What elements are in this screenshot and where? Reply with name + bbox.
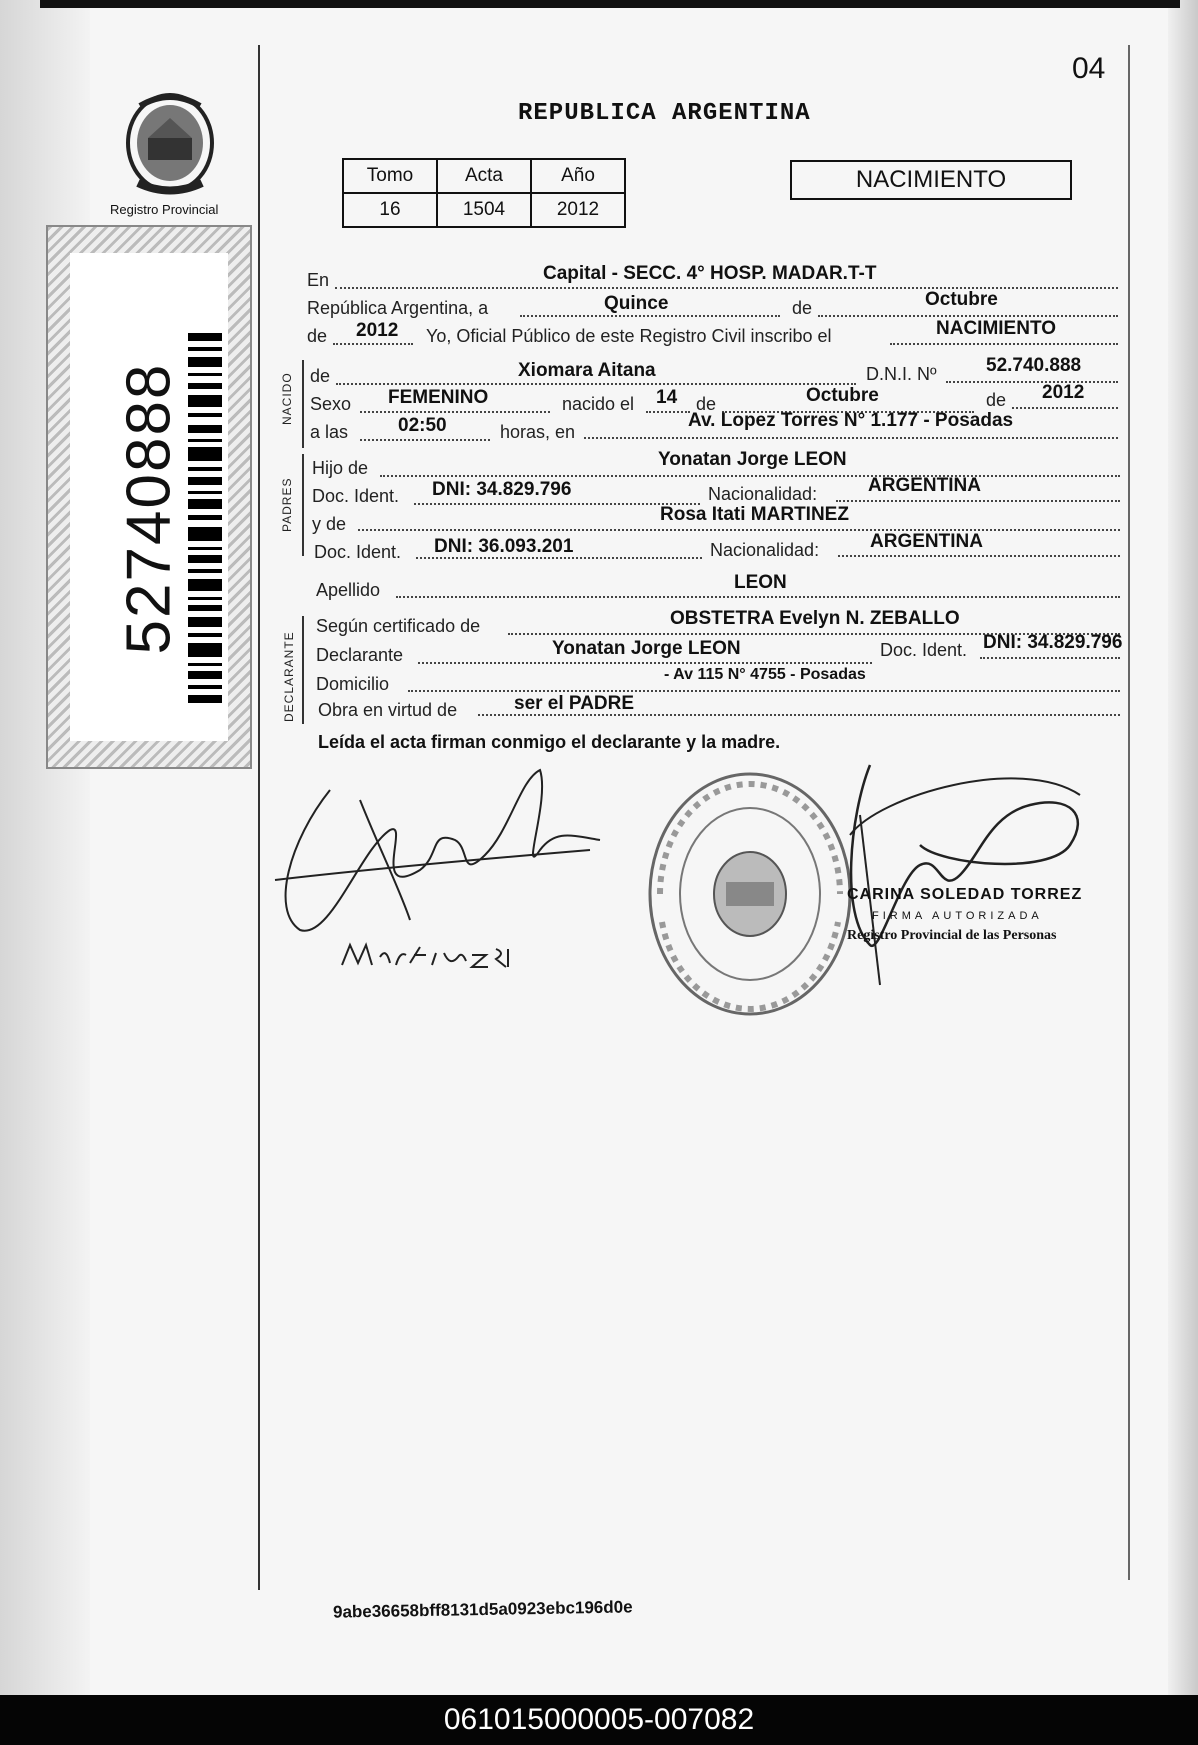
dotted-line (360, 411, 550, 413)
dni-label: D.N.I. Nº (866, 364, 937, 384)
de-label: de (310, 366, 331, 386)
right-margin-line (1128, 45, 1130, 1580)
header-anio: Año (531, 159, 625, 193)
yo-text: Yo, Oficial Público de este Registro Civil inscribo el (426, 326, 832, 346)
yde-label: y de (312, 514, 347, 534)
document-hash: 9abe36658bff8131d5a0923ebc196d0e (332, 1597, 633, 1622)
declarante-section-label: DECLARANTE (282, 631, 296, 722)
hijo-label: Hijo de (312, 458, 369, 478)
father-nationality: ARGENTINA (868, 475, 981, 496)
record-table-header (343, 159, 625, 193)
republica-label: República Argentina, a (307, 298, 489, 318)
declarante-label: Declarante (316, 645, 404, 665)
obra-label: Obra en virtud de (318, 700, 458, 720)
value-anio: 2012 (531, 193, 625, 227)
dotted-line (890, 343, 1118, 345)
mother-signature-icon (340, 935, 510, 975)
father-doc: DNI: 34.829.796 (432, 479, 572, 500)
footer-code: 061015000005-007082 (0, 1695, 1198, 1745)
declarante-doc: DNI: 34.829.796 (983, 632, 1123, 653)
declarante-bracket (302, 616, 304, 724)
nacionalidad-label: Nacionalidad: (710, 540, 820, 560)
act-type-box: NACIMIENTO (790, 160, 1072, 200)
year-value: 2012 (356, 320, 399, 341)
official-seal-icon (640, 762, 860, 1022)
birth-place: Av. Lopez Torres N° 1.177 - Posadas (688, 410, 1014, 431)
security-tag-inner (70, 253, 228, 741)
nacionalidad-label: Nacionalidad: (708, 484, 818, 504)
padres-section-label: PADRES (280, 477, 294, 532)
segun-label: Según certificado de (316, 616, 481, 636)
day-value: Quince (604, 293, 669, 314)
birth-day: 14 (656, 387, 678, 408)
birth-month: Octubre (806, 385, 879, 406)
mother-nationality: ARGENTINA (870, 531, 983, 552)
doc-label: Doc. Ident. (314, 542, 402, 562)
father-name: Yonatan Jorge LEON (658, 449, 847, 470)
dotted-line (333, 343, 413, 345)
value-tomo: 16 (343, 193, 437, 227)
inscribo-value: NACIMIENTO (936, 318, 1056, 339)
month-value: Octubre (925, 289, 998, 310)
record-table (342, 158, 626, 228)
segun-value: OBSTETRA Evelyn N. ZEBALLO (670, 608, 960, 629)
dotted-line (836, 500, 1120, 502)
newborn-name: Xiomara Aitana (518, 360, 656, 381)
apellido-value: LEON (734, 572, 787, 593)
page-number: 04 (1072, 52, 1106, 85)
sexo-value: FEMENINO (388, 387, 489, 408)
en-label: En (307, 270, 330, 290)
en-value: Capital - SECC. 4° HOSP. MADAR.T-T (543, 263, 877, 284)
birth-year: 2012 (1042, 382, 1085, 403)
dotted-line (335, 287, 1118, 289)
header-acta: Acta (437, 159, 531, 193)
margin-line (258, 45, 260, 1590)
top-edge (40, 0, 1180, 8)
barcode-icon (188, 333, 222, 703)
declarant-signature-icon (270, 760, 610, 940)
value-acta: 1504 (437, 193, 531, 227)
security-tag (46, 225, 252, 769)
official-registry: Registro Provincial de las Personas (847, 928, 1057, 943)
newborn-dni: 52.740.888 (986, 355, 1082, 376)
document-title: REPUBLICA ARGENTINA (518, 100, 811, 127)
declarante-value: Yonatan Jorge LEON (552, 638, 741, 659)
dotted-line (818, 315, 1118, 317)
de-year-label: de (307, 326, 328, 346)
dotted-line (358, 529, 1120, 531)
dotted-line (408, 690, 1120, 692)
official-role: FIRMA AUTORIZADA (872, 910, 1043, 922)
dotted-line (838, 555, 1120, 557)
doc-label: Doc. Ident. (880, 640, 968, 660)
nacido-section-label: NACIDO (280, 372, 294, 425)
record-table-values (343, 193, 625, 227)
dotted-line (980, 657, 1120, 659)
doc-label: Doc. Ident. (312, 486, 400, 506)
domicilio-value: - Av 115 N° 4755 - Posadas (664, 666, 866, 683)
tag-number: 52740888 (114, 362, 184, 655)
nacido-label: nacido el (562, 394, 635, 414)
official-signature-icon (840, 755, 1090, 1005)
dotted-line (414, 503, 700, 505)
dotted-line (1012, 407, 1118, 409)
mother-doc: DNI: 36.093.201 (434, 536, 574, 557)
nacido-bracket (302, 360, 304, 448)
leida-statement: Leída el acta firman conmigo el declarante y la madre. (318, 732, 781, 752)
horas-label: horas, en (500, 422, 576, 442)
de-label: de (792, 298, 813, 318)
birth-time: 02:50 (398, 415, 447, 436)
province-emblem-icon (118, 88, 223, 198)
domicilio-label: Domicilio (316, 674, 390, 694)
page-shadow-right (1168, 0, 1198, 1695)
dotted-line (360, 439, 490, 441)
registry-label: Registro Provincial (110, 202, 219, 217)
dotted-line (584, 437, 1118, 439)
dotted-line (396, 596, 1120, 598)
obra-value: ser el PADRE (514, 693, 635, 714)
de-label: de (696, 394, 717, 414)
mother-name: Rosa Itati MARTINEZ (660, 504, 849, 525)
dotted-line (336, 383, 856, 385)
sexo-label: Sexo (310, 394, 352, 414)
dotted-line (418, 662, 872, 664)
dotted-line (380, 475, 1120, 477)
apellido-label: Apellido (316, 580, 381, 600)
dotted-line (646, 411, 690, 413)
dotted-line (946, 381, 1118, 383)
de-label: de (986, 390, 1007, 410)
alas-label: a las (310, 422, 349, 442)
dotted-line (520, 315, 780, 317)
official-name: CARINA SOLEDAD TORREZ (847, 886, 1083, 903)
header-tomo: Tomo (343, 159, 437, 193)
padres-bracket (302, 454, 304, 556)
